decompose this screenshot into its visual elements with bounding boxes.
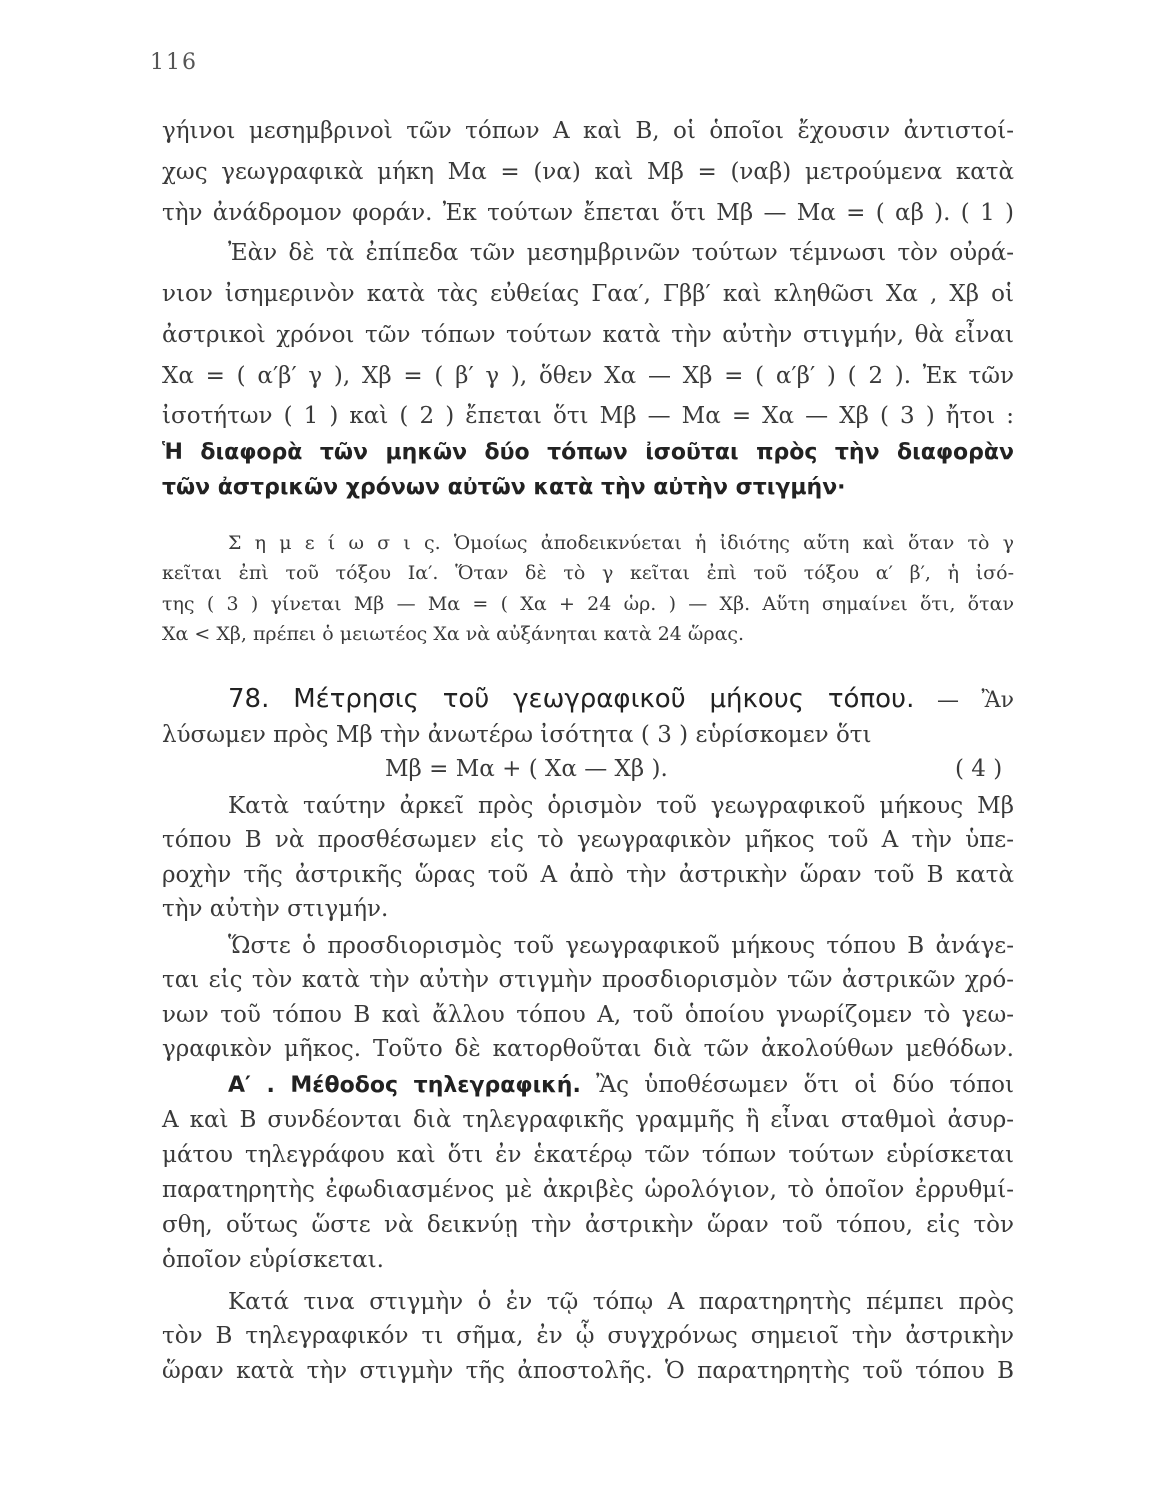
text-line: νιον ἰσημερινὸν κατὰ τὰς εὐθείας Γαα′, Γββ′ καὶ κληθῶσι Χα , Χβ οἱ xyxy=(162,281,1014,307)
text-line: τὴν ἀνάδρομον φοράν. Ἐκ τούτων ἔπεται ὅτι Μβ — Μα = ( αβ ). ( 1 ) xyxy=(162,200,1014,226)
text-line: παρατηρητὴς ἐφωδιασμένος μὲ ἀκριβὲς ὡρολόγιον, τὸ ὁποῖον ἐρρυθμί- xyxy=(162,1177,1014,1203)
text-line: Ἐὰν δὲ τὰ ἐπίπεδα τῶν μεσημβρινῶν τούτων τέμνωσι τὸν οὐρά- xyxy=(228,240,1014,266)
page-number: 116 xyxy=(150,50,198,75)
text-line: ἀστρικοὶ χρόνοι τῶν τόπων τούτων κατὰ τὴν αὐτὴν στιγμήν, θὰ εἶναι xyxy=(162,322,1014,348)
text-line: ται εἰς τὸν κατὰ τὴν αὐτὴν στιγμὴν προσδιορισμὸν τῶν ἀστρικῶν χρό- xyxy=(162,967,1014,993)
text-line: Κατά τινα στιγμὴν ὁ ἐν τῷ τόπῳ Α παρατηρητὴς πέμπει πρὸς xyxy=(228,1289,1014,1315)
text-line: χως γεωγραφικὰ μήκη Μα = (να) καὶ Μβ = (ναβ) μετρούμενα κατὰ xyxy=(162,159,1014,185)
note-line: Χα < Χβ, πρέπει ὁ μειωτέος Χα νὰ αὐξάνηται κατὰ 24 ὥρας. xyxy=(162,623,745,645)
text-line: σθη, οὕτως ὥστε νὰ δεικνύῃ τὴν ἀστρικὴν ὥραν τοῦ τόπου, εἰς τὸν xyxy=(162,1212,1014,1238)
method-title: Α′ . Μέθοδος τηλεγραφική. xyxy=(228,1073,581,1098)
method-first-text: Ἂς ὑποθέσωμεν ὅτι οἱ δύο τόποι xyxy=(596,1072,1015,1098)
text-line: Χα = ( α′β′ γ ), Χβ = ( β′ γ ), ὅθεν Χα — Χβ = ( α′β′ ) ( 2 ). Ἐκ τῶν xyxy=(162,363,1014,389)
text-line: ὁποῖον εὑρίσκεται. xyxy=(162,1247,384,1273)
method-line xyxy=(228,1070,1014,1101)
text-line: ὥραν κατὰ τὴν στιγμὴν τῆς ἀποστολῆς. Ὁ παρατηρητὴς τοῦ τόπου Β xyxy=(162,1358,1014,1384)
section-heading-tail: — Ἂν xyxy=(936,688,1015,713)
text-line: γραφικὸν μῆκος. Τοῦτο δὲ κατορθοῦται διὰ τῶν ἀκολούθων μεθόδων. xyxy=(162,1036,1014,1062)
text-line: Α καὶ Β συνδέονται διὰ τηλεγραφικῆς γραμμῆς ἢ εἶναι σταθμοὶ ἀσυρ- xyxy=(162,1107,1014,1133)
equation-number: ( 4 ) xyxy=(955,756,1003,782)
text-line: μάτου τηλεγράφου καὶ ὅτι ἐν ἑκατέρῳ τῶν τόπων τούτων εὑρίσκεται xyxy=(162,1142,1014,1168)
theorem-line: Ἡ διαφορὰ τῶν μηκῶν δύο τόπων ἰσοῦται πρὸς τὴν διαφορὰν xyxy=(162,440,1014,465)
text-line: τόπου Β νὰ προσθέσωμεν εἰς τὸ γεωγραφικὸν μῆκος τοῦ Α τὴν ὑπε- xyxy=(162,827,1014,853)
section-heading xyxy=(228,684,1014,716)
text-line: τὴν αὐτὴν στιγμήν. xyxy=(162,896,389,922)
note-line: της ( 3 ) γίνεται Μβ — Μα = ( Χα + 24 ὡρ. ) — Χβ. Αὕτη σημαίνει ὅτι, ὅταν xyxy=(162,593,1014,615)
equation: Μβ = Μα + ( Χα — Χβ ). xyxy=(385,756,668,782)
text-line: Κατὰ ταύτην ἀρκεῖ πρὸς ὁρισμὸν τοῦ γεωγραφικοῦ μήκους Μβ xyxy=(228,793,1014,819)
text-line: Ὥστε ὁ προσδιορισμὸς τοῦ γεωγραφικοῦ μήκους τόπου Β ἀνάγε- xyxy=(228,933,1014,959)
text-line: λύσωμεν πρὸς Μβ τὴν ἀνωτέρω ἰσότητα ( 3 ) εὑρίσκομεν ὅτι xyxy=(162,722,872,748)
note-line: κεῖται ἐπὶ τοῦ τόξου Ια′. Ὅταν δὲ τὸ γ κεῖται ἐπὶ τοῦ τόξου α′ β′, ἡ ἰσό- xyxy=(162,562,1014,584)
text-line: ροχὴν τῆς ἀστρικῆς ὥρας τοῦ Α ἀπὸ τὴν ἀστρικὴν ὥραν τοῦ Β κατὰ xyxy=(162,862,1014,888)
section-title: 78. Μέτρησις τοῦ γεωγραφικοῦ μήκους τόπου. xyxy=(228,684,915,714)
theorem-line: τῶν ἀστρικῶν χρόνων αὐτῶν κατὰ τὴν αὐτὴν στιγμήν· xyxy=(162,475,846,500)
text-line: γήινοι μεσημβρινοὶ τῶν τόπων Α καὶ Β, οἱ ὁποῖοι ἔχουσιν ἀντιστοί- xyxy=(162,118,1014,144)
text-line: τὸν Β τηλεγραφικόν τι σῆμα, ἐν ᾧ συγχρόνως σημειοῖ τὴν ἀστρικὴν xyxy=(162,1323,1014,1349)
text-line: νων τοῦ τόπου Β καὶ ἄλλου τόπου Α, τοῦ ὁποίου γνωρίζομεν τὸ γεω- xyxy=(162,1002,1014,1028)
text-line: ἰσοτήτων ( 1 ) καὶ ( 2 ) ἔπεται ὅτι Μβ — Μα = Χα — Χβ ( 3 ) ἤτοι : xyxy=(162,403,1014,429)
note-line: Σ η μ ε ί ω σ ι ς. Ὁμοίως ἀποδεικνύεται ἡ ἰδιότης αὕτη καὶ ὅταν τὸ γ xyxy=(228,532,1014,554)
